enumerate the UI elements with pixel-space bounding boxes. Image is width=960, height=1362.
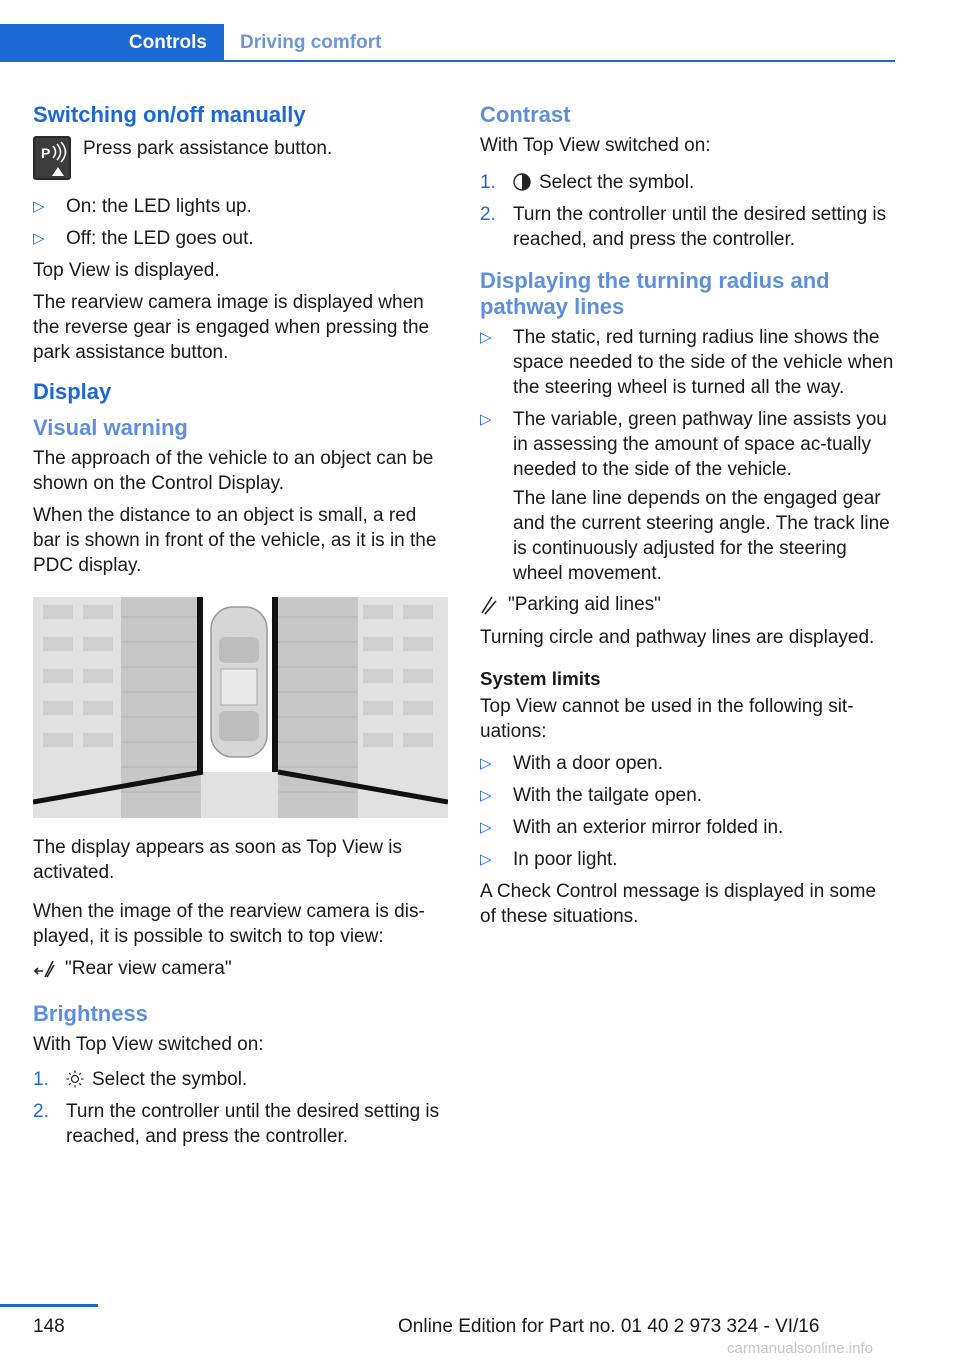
park-assist-instruction — [33, 136, 448, 180]
page-number: 148 — [33, 1316, 65, 1337]
parking-aid-lines-icon — [480, 595, 498, 615]
bullet-triangle-icon: ▷ — [480, 755, 492, 772]
turning-bullet-list — [480, 325, 896, 482]
edition-text: Online Edition for Part no. 01 40 2 973 324 - VI/16 — [398, 1316, 820, 1337]
approach-text: The approach of the vehicle to an object can be shown on the Control Display. — [33, 448, 434, 494]
list-item: ▷ With an exterior mirror folded in. — [480, 817, 784, 838]
tab-driving-comfort[interactable]: Driving comfort — [240, 32, 382, 53]
list-item: 1. Select the symbol. — [480, 172, 695, 193]
rear-view-camera-icon — [33, 959, 55, 979]
list-item: ▷ With a door open. — [480, 753, 663, 774]
lane-line-text: The lane line depends on the engaged gear and the current steering angle. The track line is continuously adjusted for the steering wheel movement. — [513, 488, 890, 584]
list-item: ▷ On: the LED lights up. — [33, 196, 252, 217]
list-item: ▷ With the tailgate open. — [480, 785, 703, 806]
contrast-heading: Contrast — [480, 102, 571, 127]
svg-text:P: P — [41, 145, 51, 161]
rear-view-camera-menu-item[interactable]: "Rear view camera" — [33, 956, 448, 981]
bullet-triangle-icon: ▷ — [33, 198, 45, 215]
switching-heading: Switching on/off manually — [33, 102, 306, 127]
top-view-parking-illustration — [33, 597, 448, 818]
display-heading: Display — [33, 379, 112, 404]
tab-controls[interactable]: Controls — [0, 24, 224, 62]
brightness-with-top-view: With Top View switched on: — [33, 1034, 264, 1055]
display-appears-text: The display appears as soon as Top View is activated. — [33, 837, 402, 883]
header-divider — [224, 60, 895, 62]
page-header — [0, 24, 895, 62]
bullet-triangle-icon: ▷ — [480, 787, 492, 804]
limits-bullet-list — [480, 751, 896, 872]
system-limits-heading: System limits — [480, 668, 601, 689]
list-item: ▷ Off: the LED goes out. — [33, 228, 254, 249]
contrast-icon[interactable] — [513, 173, 531, 191]
bullet-triangle-icon: ▷ — [480, 819, 492, 836]
bullet-triangle-icon: ▷ — [480, 411, 492, 428]
list-item: ▷ The static, red turning radius line shows the space needed to the side of the vehicle when the steering wheel is turned all the way. — [480, 327, 894, 398]
contrast-with-top-view: With Top View switched on: — [480, 135, 711, 156]
turning-circle-text: Turning circle and pathway lines are displayed. — [480, 627, 875, 648]
check-control-text: A Check Control message is displayed in some of these situations. — [480, 881, 877, 927]
limits-intro-text: Top View cannot be used in the following sit‐uations: — [480, 696, 854, 742]
watermark: carmanualsonline.info — [727, 1340, 873, 1357]
parking-aid-lines-menu-item[interactable]: "Parking aid lines" — [480, 592, 896, 617]
rear-image-text: When the image of the rearview camera is dis‐played, it is possible to switch to top view: — [33, 901, 425, 947]
top-view-displayed-text: Top View is displayed. — [33, 260, 220, 281]
brightness-heading: Brightness — [33, 1001, 148, 1026]
park-assistance-button-icon — [33, 136, 71, 180]
list-item: 1. Select the symbol. — [33, 1069, 248, 1090]
list-item: ▷ In poor light. — [480, 849, 618, 870]
footer-divider — [0, 1304, 98, 1307]
turning-radius-heading: Displaying the turning radius and pathway lines — [480, 268, 830, 319]
bullet-triangle-icon: ▷ — [33, 230, 45, 247]
led-bullet-list — [33, 194, 448, 251]
bullet-triangle-icon: ▷ — [480, 851, 492, 868]
rearview-text: The rearview camera image is displayed when the reverse gear is engaged when pressing the park assistance button. — [33, 292, 430, 363]
press-button-text: Press park assistance button. — [83, 138, 333, 159]
list-item: ▷ The variable, green pathway line assists you in assessing the amount of space ac‐tually needed to the side of the vehicle. — [480, 409, 887, 480]
distance-text: When the distance to an object is small, a red bar is shown in front of the vehicle, as it is in the PDC display. — [33, 505, 437, 576]
brightness-icon[interactable] — [66, 1070, 84, 1088]
visual-warning-heading: Visual warning — [33, 415, 188, 440]
brightness-steps — [33, 1067, 448, 1149]
contrast-steps — [480, 170, 896, 252]
list-item: 2. Turn the controller until the desired setting is reached, and press the controller. — [33, 1101, 440, 1147]
bullet-triangle-icon: ▷ — [480, 329, 492, 346]
right-column — [480, 102, 896, 936]
left-column — [33, 102, 448, 1156]
list-item: 2. Turn the controller until the desired setting is reached, and press the controller. — [480, 204, 887, 250]
